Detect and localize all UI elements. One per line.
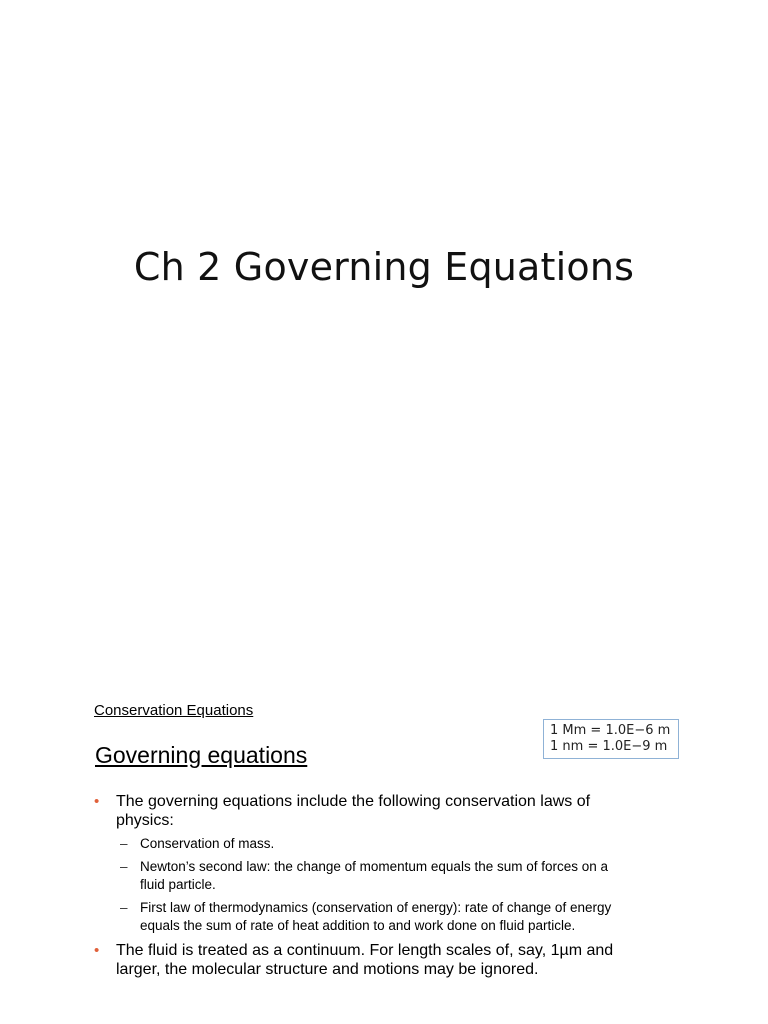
bullet-marker: • [94, 942, 100, 959]
bullet-text: The governing equations include the following conservation laws of physics: [116, 793, 591, 829]
slide-heading: Governing equations [95, 742, 308, 768]
sub-bullet-item [120, 899, 614, 935]
sub-bullet-marker: – [120, 900, 128, 915]
sub-bullet-item [120, 835, 614, 853]
unit-note-box [543, 719, 679, 759]
bullet-item [94, 792, 614, 830]
bullet-item [94, 941, 614, 979]
sub-bullet-text: First law of thermodynamics (conservation of energy): rate of change of energy equals the sum of rate of heat addition to and work done on fluid particle. [140, 900, 612, 933]
sub-bullet-marker: – [120, 859, 128, 874]
sub-bullet-text: Conservation of mass. [140, 836, 275, 851]
sub-bullet-text: Newton’s second law: the change of momentum equals the sum of forces on a fluid particle. [140, 859, 609, 892]
slide-title: Ch 2 Governing Equations [133, 245, 635, 289]
bullet-text: The fluid is treated as a continuum. For length scales of, say, 1µm and larger, the molecular structure and motions may be ignored. [116, 942, 614, 978]
unit-note-line: 1 Mm = 1.0E−6 m [550, 723, 671, 738]
sub-bullet-marker: – [120, 836, 128, 851]
bullet-list [94, 792, 614, 979]
sub-bullet-item [120, 858, 614, 894]
unit-note-line: 1 nm = 1.0E−9 m [550, 739, 668, 754]
section-label: Conservation Equations [94, 702, 254, 719]
bullet-marker: • [94, 793, 100, 810]
